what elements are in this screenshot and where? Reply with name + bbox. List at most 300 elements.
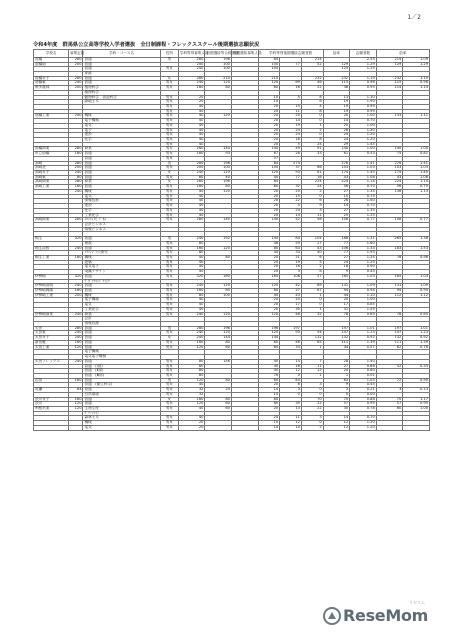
table-cell: 1.14: [403, 86, 430, 91]
table-cell: 13: [323, 95, 350, 100]
table-cell: 0: [280, 373, 302, 378]
table-cell: 35: [323, 406, 350, 411]
table-cell: 11: [301, 364, 323, 369]
table-cell: 17: [323, 303, 350, 308]
table-cell: 高崎女子: [34, 171, 69, 176]
table-cell: 100: [205, 67, 232, 72]
table-cell: 108: [376, 218, 403, 223]
table-cell: 電気: [83, 123, 160, 128]
table-cell: 伊勢崎工業: [34, 293, 69, 298]
table-cell: 132: [376, 336, 403, 341]
table-cell: 男女: [160, 270, 178, 275]
table-cell: 男女: [160, 402, 178, 407]
table-cell: 60: [205, 345, 232, 350]
table-cell: 自然環境: [83, 392, 160, 397]
table-cell: 普通: [83, 57, 160, 62]
table-cell: 男女: [160, 274, 178, 279]
table-cell: 伊勢崎: [34, 274, 69, 279]
table-cell: 129: [323, 62, 350, 67]
table-cell: 2: [301, 265, 323, 270]
table-cell: 普通: [83, 81, 160, 86]
table-cell: 80: [205, 185, 232, 190]
table-cell: 80: [69, 175, 83, 180]
table-cell: 1.90: [350, 100, 377, 105]
table-cell: 男女: [160, 166, 178, 171]
table-cell: 120: [258, 284, 280, 289]
table-cell: 森林土木: [83, 416, 160, 421]
table-cell: 280: [178, 147, 205, 152]
table-cell: 140: [376, 147, 403, 152]
table-cell: 100: [258, 62, 280, 67]
table-cell: 1.09: [403, 284, 430, 289]
table-cell: 利根実業: [34, 406, 69, 411]
table-cell: 男女: [160, 392, 178, 397]
header-school: 学校名: [34, 50, 69, 58]
table-cell: 男女: [160, 246, 178, 251]
table-cell: 240: [178, 312, 205, 317]
table-cell: 16: [280, 364, 302, 369]
table-cell: 高崎: [34, 161, 69, 166]
table-cell: 60: [258, 345, 280, 350]
table-cell: 0: [301, 133, 323, 138]
table-cell: 4: [301, 104, 323, 109]
table-cell: 125: [323, 67, 350, 72]
table-cell: 20: [258, 189, 280, 194]
table-cell: 1.93: [350, 251, 377, 256]
table-cell: 1.39: [350, 340, 377, 345]
table-cell: 140: [258, 218, 280, 223]
table-cell: 120: [205, 312, 232, 317]
table-cell: 0.65: [350, 312, 377, 317]
table-cell: 192: [205, 237, 232, 242]
table-cell: 40: [178, 142, 205, 147]
table-cell: 0.90: [403, 378, 430, 383]
table-cell: 1.03: [403, 274, 430, 279]
table-cell: 80: [205, 378, 232, 383]
table-cell: 40: [258, 359, 280, 364]
table-cell: 0.94: [403, 289, 430, 294]
table-cell: 200: [178, 166, 205, 171]
table-cell: 66: [301, 166, 323, 171]
table-cell: 40: [178, 194, 205, 199]
table-cell: 普通 (衛生科学): [83, 383, 160, 388]
table-cell: 24: [280, 128, 302, 133]
table-cell: 1.17: [403, 397, 430, 402]
table-cell: 40: [178, 208, 205, 213]
table-cell: 男女: [160, 251, 178, 256]
table-cell: 72: [376, 378, 403, 383]
table-cell: 94: [323, 289, 350, 294]
table-cell: 40: [178, 406, 205, 411]
table-cell: 1.41: [350, 161, 377, 166]
table-cell: 80: [205, 289, 232, 294]
table-cell: 男女: [160, 152, 178, 157]
table-cell: 普通 (Ⅰ部): [83, 364, 160, 369]
table-cell: 男女: [160, 345, 178, 350]
table-cell: 240: [69, 246, 83, 251]
table-cell: 106: [323, 246, 350, 251]
table-cell: 160: [178, 246, 205, 251]
table-cell: 1.20: [350, 133, 377, 138]
table-cell: 100: [205, 166, 232, 171]
table-cell: 1.23: [403, 331, 430, 336]
table-cell: 200: [69, 166, 83, 171]
table-cell: 1.03: [350, 166, 377, 171]
table-cell: 1.20: [350, 425, 377, 430]
table-cell: 会計ビジネス: [83, 222, 160, 227]
table-cell: 20: [323, 123, 350, 128]
table-cell: 70: [323, 397, 350, 402]
table-cell: 0.90: [350, 265, 377, 270]
table-cell: 103: [376, 166, 403, 171]
table-row: [34, 425, 430, 430]
table-cell: 136: [376, 189, 403, 194]
table-cell: 40: [178, 303, 205, 308]
table-cell: 1.09: [350, 284, 377, 289]
table-cell: 普通 (Ⅱ部): [83, 369, 160, 374]
table-cell: 1.53: [403, 246, 430, 251]
table-cell: 31: [323, 307, 350, 312]
table-cell: 112: [376, 293, 403, 298]
table-cell: 111: [323, 340, 350, 345]
table-cell: 14: [280, 119, 302, 124]
table-cell: 3: [301, 416, 323, 421]
table-cell: 男女: [160, 213, 178, 218]
table-cell: 0: [301, 392, 323, 397]
table-cell: 60: [258, 378, 280, 383]
table-cell: 214: [301, 57, 323, 62]
table-cell: 1.14: [350, 180, 377, 185]
table-cell: 43: [376, 175, 403, 180]
table-cell: 0.33: [403, 364, 430, 369]
table-cell: 240: [69, 312, 83, 317]
header-school-applicants: 志願者数: [350, 50, 377, 58]
table-cell: 210: [258, 76, 280, 81]
table-cell: 20: [258, 142, 280, 147]
table-cell: 52: [301, 62, 323, 67]
table-cell: 20: [258, 307, 280, 312]
table-cell: 1.05: [350, 378, 377, 383]
table-cell: 1: [301, 373, 323, 378]
table-cell: 16: [280, 138, 302, 143]
table-cell: 80: [258, 340, 280, 345]
table-cell: 1.45: [350, 142, 377, 147]
table-cell: 24: [205, 388, 232, 393]
table-cell: 19: [323, 104, 350, 109]
table-cell: 女: [160, 180, 178, 185]
table-cell: [231, 425, 258, 430]
table-cell: 120: [205, 171, 232, 176]
table-cell: 77: [323, 251, 350, 256]
table-cell: 20: [323, 298, 350, 303]
table-cell: 280: [178, 218, 205, 223]
resemom-mark-icon: [323, 607, 341, 625]
header-dept-capacity: 学科等別募集人員: [178, 50, 205, 58]
table-cell: [376, 425, 403, 430]
table-cell: 120: [205, 114, 232, 119]
table-cell: 3: [301, 383, 323, 388]
table-cell: 100: [205, 62, 232, 67]
table-cell: 0: [301, 119, 323, 124]
table-cell: 1.03: [403, 166, 430, 171]
table-cell: 1.35: [350, 255, 377, 260]
table-cell: 男女: [160, 331, 178, 336]
table-cell: 67: [258, 152, 280, 157]
table-cell: 77: [280, 175, 302, 180]
table-cell: 40: [258, 364, 280, 369]
table-cell: 160: [69, 378, 83, 383]
table-cell: 183: [376, 246, 403, 251]
table-cell: 27: [323, 364, 350, 369]
table-cell: 93: [280, 171, 302, 176]
table-cell: 60: [205, 406, 232, 411]
table-cell: 80: [178, 293, 205, 298]
table-cell: 20: [258, 104, 280, 109]
table-cell: 6: [301, 100, 323, 105]
table-cell: 生物生産: [83, 406, 160, 411]
table-cell: 140: [323, 147, 350, 152]
table-cell: 27: [323, 255, 350, 260]
table-cell: 電子機械: [83, 350, 160, 355]
table-cell: 131: [376, 284, 403, 289]
table-cell: 20: [258, 119, 280, 124]
table-cell: 20: [280, 114, 302, 119]
table-cell: 240: [69, 284, 83, 289]
table-cell: 太田フレックス: [34, 359, 69, 364]
table-cell: 男女: [160, 95, 178, 100]
table-cell: 男女: [160, 298, 178, 303]
table-cell: 男女: [160, 147, 178, 152]
table-cell: 8: [301, 109, 323, 114]
table-cell: 0.85: [350, 303, 377, 308]
table-cell: 197: [280, 326, 302, 331]
table-cell: 232: [301, 76, 323, 81]
table-cell: 1.03: [350, 274, 377, 279]
table-cell: 232: [376, 76, 403, 81]
table-cell: 84: [258, 180, 280, 185]
table-cell: 37: [280, 166, 302, 171]
table-cell: 伊勢崎商業: [34, 312, 69, 317]
table-cell: 144: [258, 237, 280, 242]
table-cell: 120: [205, 331, 232, 336]
table-cell: 普通: [83, 274, 160, 279]
table-cell: 196: [205, 57, 232, 62]
table-cell: 機械: [83, 189, 160, 194]
table-cell: 80: [178, 359, 205, 364]
table-cell: 普通: [83, 359, 160, 364]
table-cell: 0: [301, 303, 323, 308]
table-cell: 30: [280, 307, 302, 312]
table-cell: 20: [258, 213, 280, 218]
table-cell: 20: [258, 383, 280, 388]
table-cell: 50: [280, 241, 302, 246]
table-cell: 男女: [160, 312, 178, 317]
table-cell: 240: [178, 81, 205, 86]
table-cell: 60: [205, 402, 232, 407]
table-cell: 1.00: [403, 147, 430, 152]
table-cell: 緑地土木: [83, 100, 160, 105]
table-cell: 男女: [160, 364, 178, 369]
table-cell: 120: [69, 402, 83, 407]
table-cell: 56: [376, 185, 403, 190]
table-cell: 女: [160, 397, 178, 402]
table-cell: 前橋南: [34, 62, 69, 67]
table-cell: 20: [280, 298, 302, 303]
table-cell: 2: [301, 128, 323, 133]
table-cell: 普通: [83, 397, 160, 402]
table-cell: 16: [280, 265, 302, 270]
table-cell: 80: [205, 255, 232, 260]
table-cell: 男女: [160, 406, 178, 411]
table-cell: 5: [280, 95, 302, 100]
table-cell: 男女: [160, 255, 178, 260]
table-cell: 普通: [83, 185, 160, 190]
table-cell: 10: [258, 425, 280, 430]
table-cell: 200: [178, 67, 205, 72]
table-cell: 14: [323, 416, 350, 421]
table-cell: 32: [178, 388, 205, 393]
table-cell: 1.14: [403, 180, 430, 185]
table-cell: 160: [178, 340, 205, 345]
table-cell: 桐生工業: [34, 255, 69, 260]
table-cell: 電気電子: [83, 265, 160, 270]
table-cell: 普通: [83, 161, 160, 166]
table-cell: 27: [323, 189, 350, 194]
table-cell: 80: [205, 86, 232, 91]
table-cell: 28: [280, 152, 302, 157]
table-cell: 44: [323, 293, 350, 298]
table-cell: 普通: [83, 326, 160, 331]
table-cell: 33: [280, 251, 302, 256]
table-cell: 33: [301, 152, 323, 157]
table-cell: 20: [258, 138, 280, 143]
table-cell: 普通: [83, 331, 160, 336]
table-cell: 普通: [83, 289, 160, 294]
table-cell: 19: [323, 109, 350, 114]
table-cell: 160: [69, 340, 83, 345]
table-cell: 77: [323, 241, 350, 246]
table-cell: 機械: [83, 255, 160, 260]
table-cell: 男女: [160, 340, 178, 345]
table-cell: 115: [376, 81, 403, 86]
table-cell: 14: [280, 213, 302, 218]
table-cell: 24: [301, 185, 323, 190]
table-cell: 40: [178, 307, 205, 312]
table-cell: 建設: [83, 204, 160, 209]
table-cell: 渋川: [34, 402, 69, 407]
table-cell: 276: [323, 161, 350, 166]
table-cell: 15: [323, 194, 350, 199]
table-cell: 120: [178, 345, 205, 350]
table-cell: 男女: [160, 208, 178, 213]
table-cell: 情報処理: [83, 322, 160, 327]
table-cell: 0.21: [350, 388, 377, 393]
table-cell: 57: [258, 156, 280, 161]
table-cell: 動物科学 食品科学: [83, 95, 160, 100]
table-cell: 160: [178, 289, 205, 294]
table-cell: 男女: [160, 128, 178, 133]
table-cell: 普通: [83, 152, 160, 157]
table-cell: 320: [69, 237, 83, 242]
table-cell: 男: [160, 57, 178, 62]
table-cell: 115: [323, 81, 350, 86]
table-cell: 28: [323, 199, 350, 204]
table-cell: 70: [301, 397, 323, 402]
table-cell: 太田: [34, 326, 69, 331]
table-cell: 2: [301, 189, 323, 194]
table-cell: 男女: [160, 303, 178, 308]
table-cell: 232: [323, 76, 350, 81]
table-cell: 新田暁: [34, 340, 69, 345]
table-cell: 1: [301, 293, 323, 298]
table-cell: 196: [205, 180, 232, 185]
table-cell: 11: [280, 416, 302, 421]
table-cell: 男女: [160, 425, 178, 430]
table-cell: 尾瀬: [34, 388, 69, 393]
table-cell: 電気: [83, 194, 160, 199]
table-cell: 1.25: [350, 67, 377, 72]
table-cell: 144: [205, 336, 232, 341]
table-cell: 普通: [83, 67, 160, 72]
table-cell: 植物科学: [83, 90, 160, 95]
table-cell: 78: [323, 312, 350, 317]
table-cell: 1.23: [350, 331, 377, 336]
table-cell: 114: [376, 86, 403, 91]
table-cell: 160: [69, 185, 83, 190]
table-cell: 20: [258, 298, 280, 303]
table-cell: 12: [323, 425, 350, 430]
table-cell: 20: [178, 421, 205, 426]
header-capacity: 募集定員: [69, 50, 83, 58]
table-cell: 80: [178, 364, 205, 369]
table-cell: 電子機械: [83, 298, 160, 303]
table-cell: 0.92: [350, 336, 377, 341]
table-cell: 0.95: [350, 86, 377, 91]
table-cell: 男女: [160, 204, 178, 209]
table-cell: 40: [178, 119, 205, 124]
table-cell: 160: [205, 274, 232, 279]
table-cell: 54: [301, 331, 323, 336]
table-cell: 24: [301, 142, 323, 147]
table-cell: 224: [376, 180, 403, 185]
table-cell: 0.81: [403, 152, 430, 157]
table-cell: 普通: [83, 62, 160, 67]
table-cell: 建設: [83, 133, 160, 138]
table-cell: 57: [376, 402, 403, 407]
table-cell: 太田女子: [34, 336, 69, 341]
table-cell: 61: [323, 152, 350, 157]
table-cell: 280: [178, 161, 205, 166]
table-cell: 20: [258, 123, 280, 128]
table-cell: 132: [323, 336, 350, 341]
table-cell: 19: [323, 100, 350, 105]
table-cell: 240: [69, 171, 83, 176]
table-cell: 機械: [83, 421, 160, 426]
table-cell: 32: [280, 185, 302, 190]
table-cell: 200: [69, 86, 83, 91]
table-cell: 89: [301, 284, 323, 289]
table-cell: 電子: [83, 128, 160, 133]
table-cell: 工業化学: [83, 307, 160, 312]
table-cell: 20: [258, 204, 280, 209]
table-cell: 普通: [83, 284, 160, 289]
table-cell: 111: [376, 340, 403, 345]
table-cell: 1.35: [350, 208, 377, 213]
table-cell: 80: [258, 86, 280, 91]
table-cell: 80: [205, 340, 232, 345]
table-cell: 12: [280, 369, 302, 374]
table-cell: 電気: [83, 425, 160, 430]
